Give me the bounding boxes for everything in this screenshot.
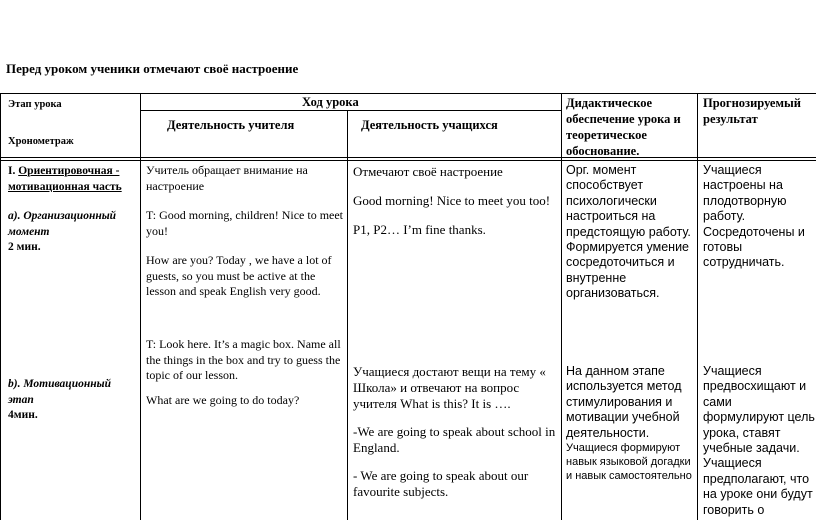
header-bottom-border-double bbox=[0, 160, 816, 161]
teacher-text: Учитель обращает внимание на настроение bbox=[146, 163, 308, 193]
column-divider bbox=[347, 110, 348, 520]
header-course: Ход урока bbox=[302, 95, 359, 109]
header-teacher: Деятельность учителя bbox=[167, 118, 295, 132]
didactic-text-small: Учащиеся формируют навык языковой догадки и навык самостоятельно bbox=[566, 442, 692, 483]
students-text: Good morning! Nice to meet you too! bbox=[353, 193, 551, 208]
result-cell bbox=[703, 163, 815, 271]
table-left-border bbox=[0, 93, 1, 520]
didactic-text: Орг. момент способствует психологически настроиться на предстоящую работу. Формируется умение сосредоточиться и внутренне организоваться. bbox=[566, 163, 691, 301]
teacher-text: T: Good morning, children! Nice to meet you! bbox=[146, 208, 344, 238]
stage-title: I. Ориентировочная - мотивационная часть bbox=[8, 165, 122, 193]
stage-time-a: 2 мин. bbox=[8, 241, 41, 253]
result-text: Учащиеся предвосхищают и сами формулируют цель урока, ставят учебные задачи. Учащиеся предполагают, что на уроке они будут говорить о bbox=[703, 364, 815, 517]
result-cell-b bbox=[703, 364, 815, 518]
result-text: Учащиеся настроены на плодотворную работу. Сосредоточены и готовы сотрудничать. bbox=[703, 163, 805, 270]
course-header-divider bbox=[140, 110, 561, 111]
students-text: - We are going to speak about our favourite subjects. bbox=[353, 468, 529, 499]
students-text: Отмечают своё настроение bbox=[353, 164, 503, 179]
header-students: Деятельность учащихся bbox=[361, 118, 498, 132]
teacher-text: T: Look here. It’s a magic box. Name all the things in the box and try to guess the topic of our lesson. bbox=[146, 337, 341, 382]
teacher-cell-b bbox=[146, 337, 344, 408]
students-cell-b bbox=[353, 364, 558, 500]
teacher-text: How are you? Today , we have a lot of guests, so you must be active at the lesson and speak English very good. bbox=[146, 253, 332, 298]
teacher-cell bbox=[146, 163, 344, 300]
header-stage: Этап урока bbox=[8, 99, 62, 110]
students-text: Учащиеся достают вещи на тему « Школа» и отвечают на вопрос учителя What is this? It is …. bbox=[353, 364, 546, 411]
table-top-border bbox=[0, 93, 816, 94]
header-result: Прогнозируемый результат bbox=[703, 96, 801, 126]
header-didactic: Дидактическое обеспечение урока и теоретическое обоснование. bbox=[566, 96, 681, 158]
didactic-text: На данном этапе используется метод стимулирования и мотивации учебной деятельности. bbox=[566, 364, 682, 440]
column-divider bbox=[140, 93, 141, 520]
teacher-text: What are we going to do today? bbox=[146, 392, 300, 407]
didactic-cell bbox=[566, 163, 694, 302]
didactic-cell-b bbox=[566, 364, 694, 483]
stage-cell-b bbox=[8, 377, 136, 424]
header-timing: Хронометраж bbox=[8, 136, 74, 147]
stage-cell bbox=[8, 164, 136, 256]
page-title: Перед уроком ученики отмечают своё настроение bbox=[6, 61, 299, 76]
students-text: P1, P2… I’m fine thanks. bbox=[353, 222, 486, 237]
stage-time-b: 4мин. bbox=[8, 409, 38, 421]
column-divider bbox=[561, 93, 562, 520]
stage-sub-a: а). Организационный момент bbox=[8, 210, 117, 238]
column-divider bbox=[697, 93, 698, 520]
students-text: -We are going to speak about school in England. bbox=[353, 424, 556, 455]
stage-sub-b: b). Мотивационный этап bbox=[8, 378, 111, 406]
students-cell bbox=[353, 163, 558, 238]
